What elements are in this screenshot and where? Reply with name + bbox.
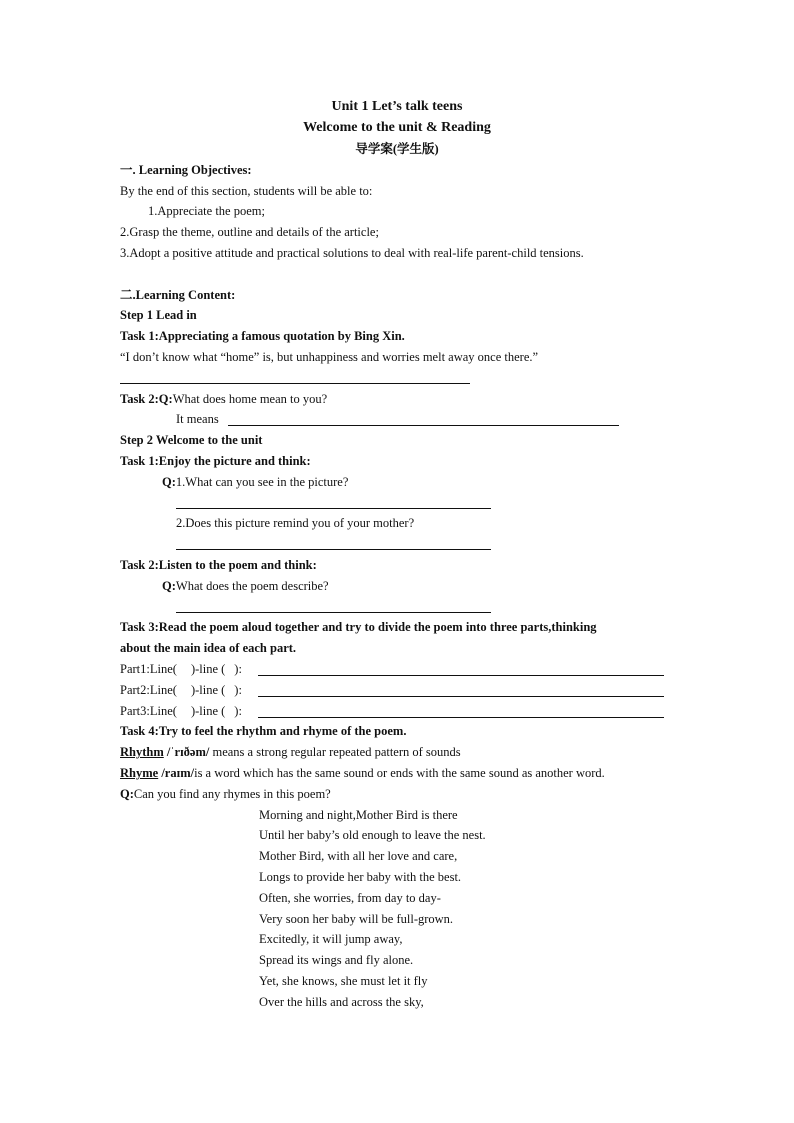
part2-mid: )-line ( [190,683,226,697]
answer-line-quote[interactable] [120,383,470,384]
part1-line [120,661,242,677]
title-guide: 导学案(学生版) [355,142,439,156]
step1-task2-label: Task 2:Q: [120,392,173,406]
step2-heading: Step 2 Welcome to the unit [120,433,263,447]
answer-line-picture-1[interactable] [176,508,491,509]
picture-question-2: 2.Does this picture remind you of your mother? [176,516,415,530]
rhyme-question: Can you find any rhymes in this poem? [133,787,331,801]
rhyme-question-line [120,786,331,802]
poem-describe-question: What does the poem describe? [175,579,329,593]
step1-task2 [120,391,327,407]
q-label: Q: [162,579,176,593]
content-heading: 二.Learning Content: [120,288,236,302]
part1-mid: )-line ( [190,662,226,676]
answer-line-home[interactable] [228,425,619,426]
rhyme-phonetic: /raɪm/ [158,766,195,780]
objective-item-1: 1.Appreciate the poem; [148,204,265,218]
part2-end: ): [234,683,242,697]
part3-mid: )-line ( [190,704,226,718]
answer-line-part2[interactable] [258,696,664,697]
rhyme-word: Rhyme [120,766,159,780]
poem-line: Mother Bird, with all her love and care, [259,849,458,863]
step2-task3-title-line1: Task 3:Read the poem aloud together and try to divide the poem into three parts,thinking [120,620,597,634]
poem-line: Until her baby’s old enough to leave the nest. [259,828,486,842]
poem-line: Morning and night,Mother Bird is there [259,808,458,822]
poem-line: Often, she worries, from day to day- [259,891,441,905]
rhythm-word: Rhythm [120,745,164,759]
poem-line: Spread its wings and fly alone. [259,953,414,967]
step2-task3-title-line2: about the main idea of each part. [120,641,297,655]
poem-line: Over the hills and across the sky, [259,995,424,1009]
step2-task1-q1 [162,474,348,490]
part2-label: Part2:Line( [120,683,177,697]
it-means-prefix: It means [176,412,219,426]
rhythm-phonetic: /ˈrɪðəm/ [163,745,210,759]
poem-line: Longs to provide her baby with the best. [259,870,462,884]
objectives-intro: By the end of this section, students will be able to: [120,184,373,198]
rhythm-definition [120,744,461,760]
answer-line-describe[interactable] [176,612,491,613]
poem-line: Yet, she knows, she must let it fly [259,974,428,988]
q-label: Q: [162,475,176,489]
part2-line [120,682,242,698]
step2-task1-title: Task 1:Enjoy the picture and think: [120,454,311,468]
rhyme-definition [120,765,605,781]
objective-item-2: 2.Grasp the theme, outline and details of the article; [120,225,379,239]
answer-line-picture-2[interactable] [176,549,491,550]
step1-task1-title: Task 1:Appreciating a famous quotation by Bing Xin. [120,329,405,343]
step2-task2-title: Task 2:Listen to the poem and think: [120,558,317,572]
step1-heading: Step 1 Lead in [120,308,197,322]
title-section: Welcome to the unit & Reading [303,120,491,135]
title-unit: Unit 1 Let’s talk teens [331,99,463,114]
part3-label: Part3:Line( [120,704,177,718]
picture-question-1: 1.What can you see in the picture? [175,475,349,489]
part3-line [120,703,242,719]
part1-label: Part1:Line( [120,662,177,676]
poem-line: Excitedly, it will jump away, [259,932,403,946]
objective-item-3: 3.Adopt a positive attitude and practical solutions to deal with real-life parent-child tensions. [120,246,584,260]
q-label: Q: [120,787,134,801]
step2-task2-q [162,578,329,594]
bingxin-quote: “I don’t know what “home” is, but unhappiness and worries melt away once there.” [120,350,539,364]
rhyme-def: is a word which has the same sound or ends with the same sound as another word. [194,766,605,780]
step2-task4-title: Task 4:Try to feel the rhythm and rhyme of the poem. [120,724,407,738]
part3-end: ): [234,704,242,718]
rhythm-def: means a strong regular repeated pattern of sounds [209,745,461,759]
objectives-heading: 一. Learning Objectives: [120,163,252,177]
answer-line-part1[interactable] [258,675,664,676]
poem-line: Very soon her baby will be full-grown. [259,912,454,926]
part1-end: ): [234,662,242,676]
step1-task2-question: What does home mean to you? [172,392,328,406]
answer-line-part3[interactable] [258,717,664,718]
